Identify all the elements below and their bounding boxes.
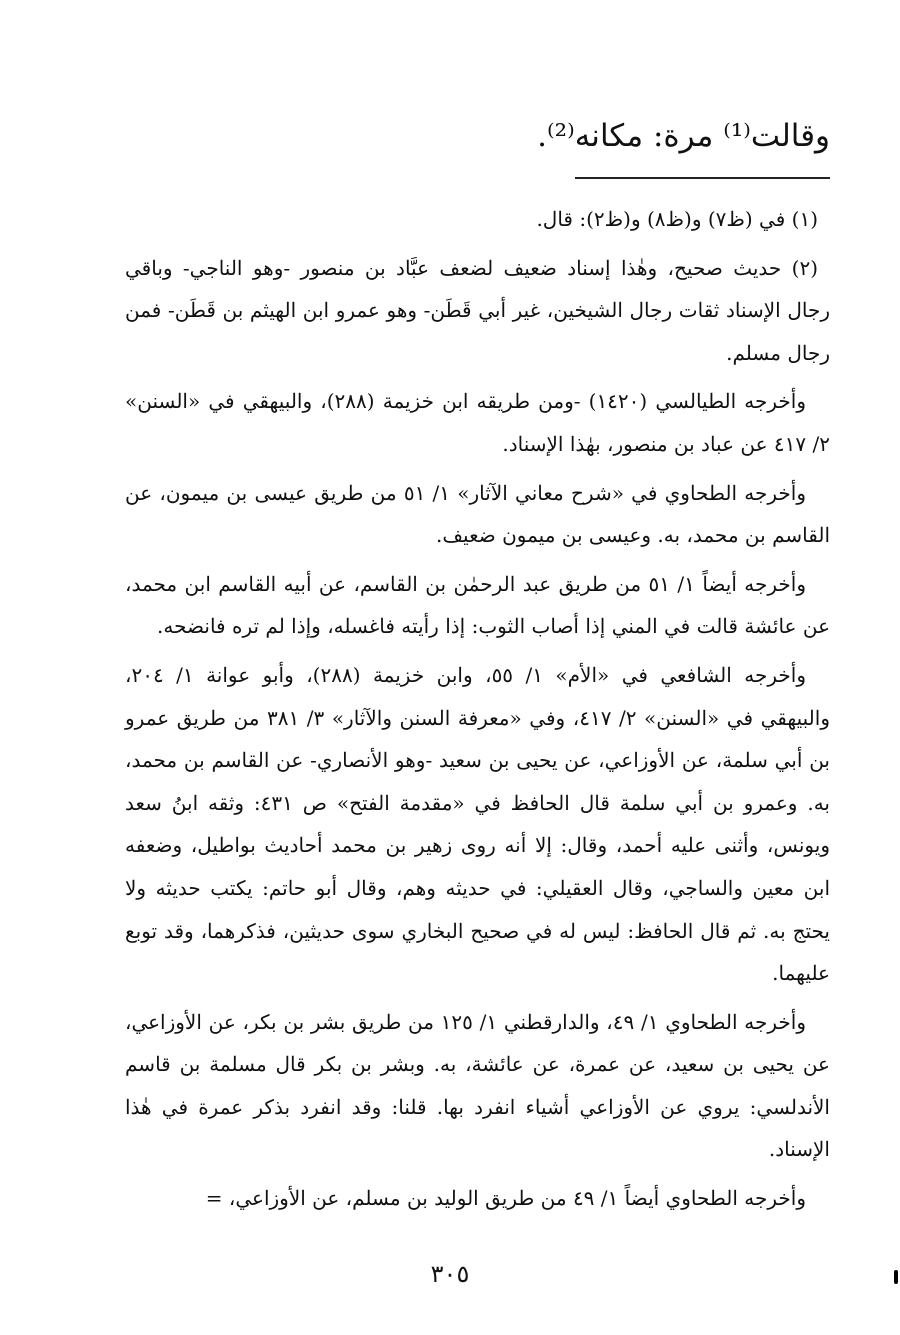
footnote-paragraph-tahawi-daraqutni: وأخرجه الطحاوي ١/ ٤٩، والدارقطني ١/ ١٢٥ من طريق بشر بن بكر، عن الأوزاعي، عن يحيى بن سعيد، عن عمرة، عن عائشة، به. وبشر بن بكر قال مسلمة بن قاسم الأندلسي: يروي عن الأوزاعي أشياء انفرد بها. قلنا: وقد انفرد بذكر عمرة في هٰذا الإسناد. bbox=[125, 1009, 830, 1162]
footnotes-section bbox=[125, 198, 830, 1220]
page-edge-mark bbox=[894, 1270, 898, 1284]
footnote-1: (١) في (ظ٧) و(ظ٨) و(ظ٢): قال. bbox=[536, 207, 818, 231]
page-number: ٣٠٥ bbox=[430, 1260, 470, 1288]
footnote-separator-rule bbox=[575, 177, 830, 179]
footnote-paragraph-tahawi-walid: وأخرجه الطحاوي أيضاً ١/ ٤٩ من طريق الوليد بن مسلم، عن الأوزاعي، = bbox=[205, 1186, 806, 1211]
main-text-line: وقالت⁽¹⁾ مرة: مكانه⁽²⁾. bbox=[537, 118, 830, 154]
footnote-paragraph-tayalisi: وأخرجه الطيالسي (١٤٢٠) -ومن طريقه ابن خزيمة (٢٨٨)، والبيهقي في «السنن» ٢/ ٤١٧ عن عباد بن منصور، بهٰذا الإسناد. bbox=[125, 389, 830, 456]
footnote-paragraph-tahawi-isa: وأخرجه الطحاوي في «شرح معاني الآثار» ١/ ٥١ من طريق عيسى بن ميمون، عن القاسم بن محمد، به. وعيسى بن ميمون ضعيف. bbox=[125, 480, 830, 548]
footnote-paragraph-shafii: وأخرجه الشافعي في «الأم» ١/ ٥٥، وابن خزيمة (٢٨٨)، وأبو عوانة ١/ ٢٠٤، والبيهقي في «السنن» ٢/ ٤١٧، وفي «معرفة السنن والآثار» ٣/ ٣٨١ من طريق عمرو بن أبي سلمة، عن الأوزاعي، عن يحيى بن سعيد -وهو الأنصاري- عن القاسم بن محمد، به. وعمرو بن أبي سلمة قال الحافظ في «مقدمة الفتح» ص ٤٣١: وثقه ابنُ سعد ويونس، وأثنى عليه أحمد، وقال: إلا أنه روى زهير بن محمد أحاديث بواطيل، وضعفه ابن معين والساجي، وقال العقيلي: في حديثه وهم، وقال أبو حاتم: يكتب حديثه ولا يحتج به. ثم قال الحافظ: ليس له في صحيح البخاري سوى حديثين، فذكرهما، وقد توبع عليهما. bbox=[125, 662, 830, 986]
footnote-paragraph-tahawi-abdulrahman: وأخرجه أيضاً ١/ ٥١ من طريق عبد الرحمٰن بن القاسم، عن أبيه القاسم ابن محمد، عن عائشة قالت في المني إذا أصاب الثوب: إذا رأيته فاغسله، وإذا لم تره فانضحه. bbox=[125, 571, 830, 639]
footnote-2: (٢) حديث صحيح، وهٰذا إسناد ضعيف لضعف عبَّاد بن منصور -وهو الناجي- وباقي رجال الإسناد ثقات رجال الشيخين، غير أبي قَطَن- وهو عمرو ابن الهيثم بن قَطَن- فمن رجال مسلم. bbox=[125, 255, 830, 365]
